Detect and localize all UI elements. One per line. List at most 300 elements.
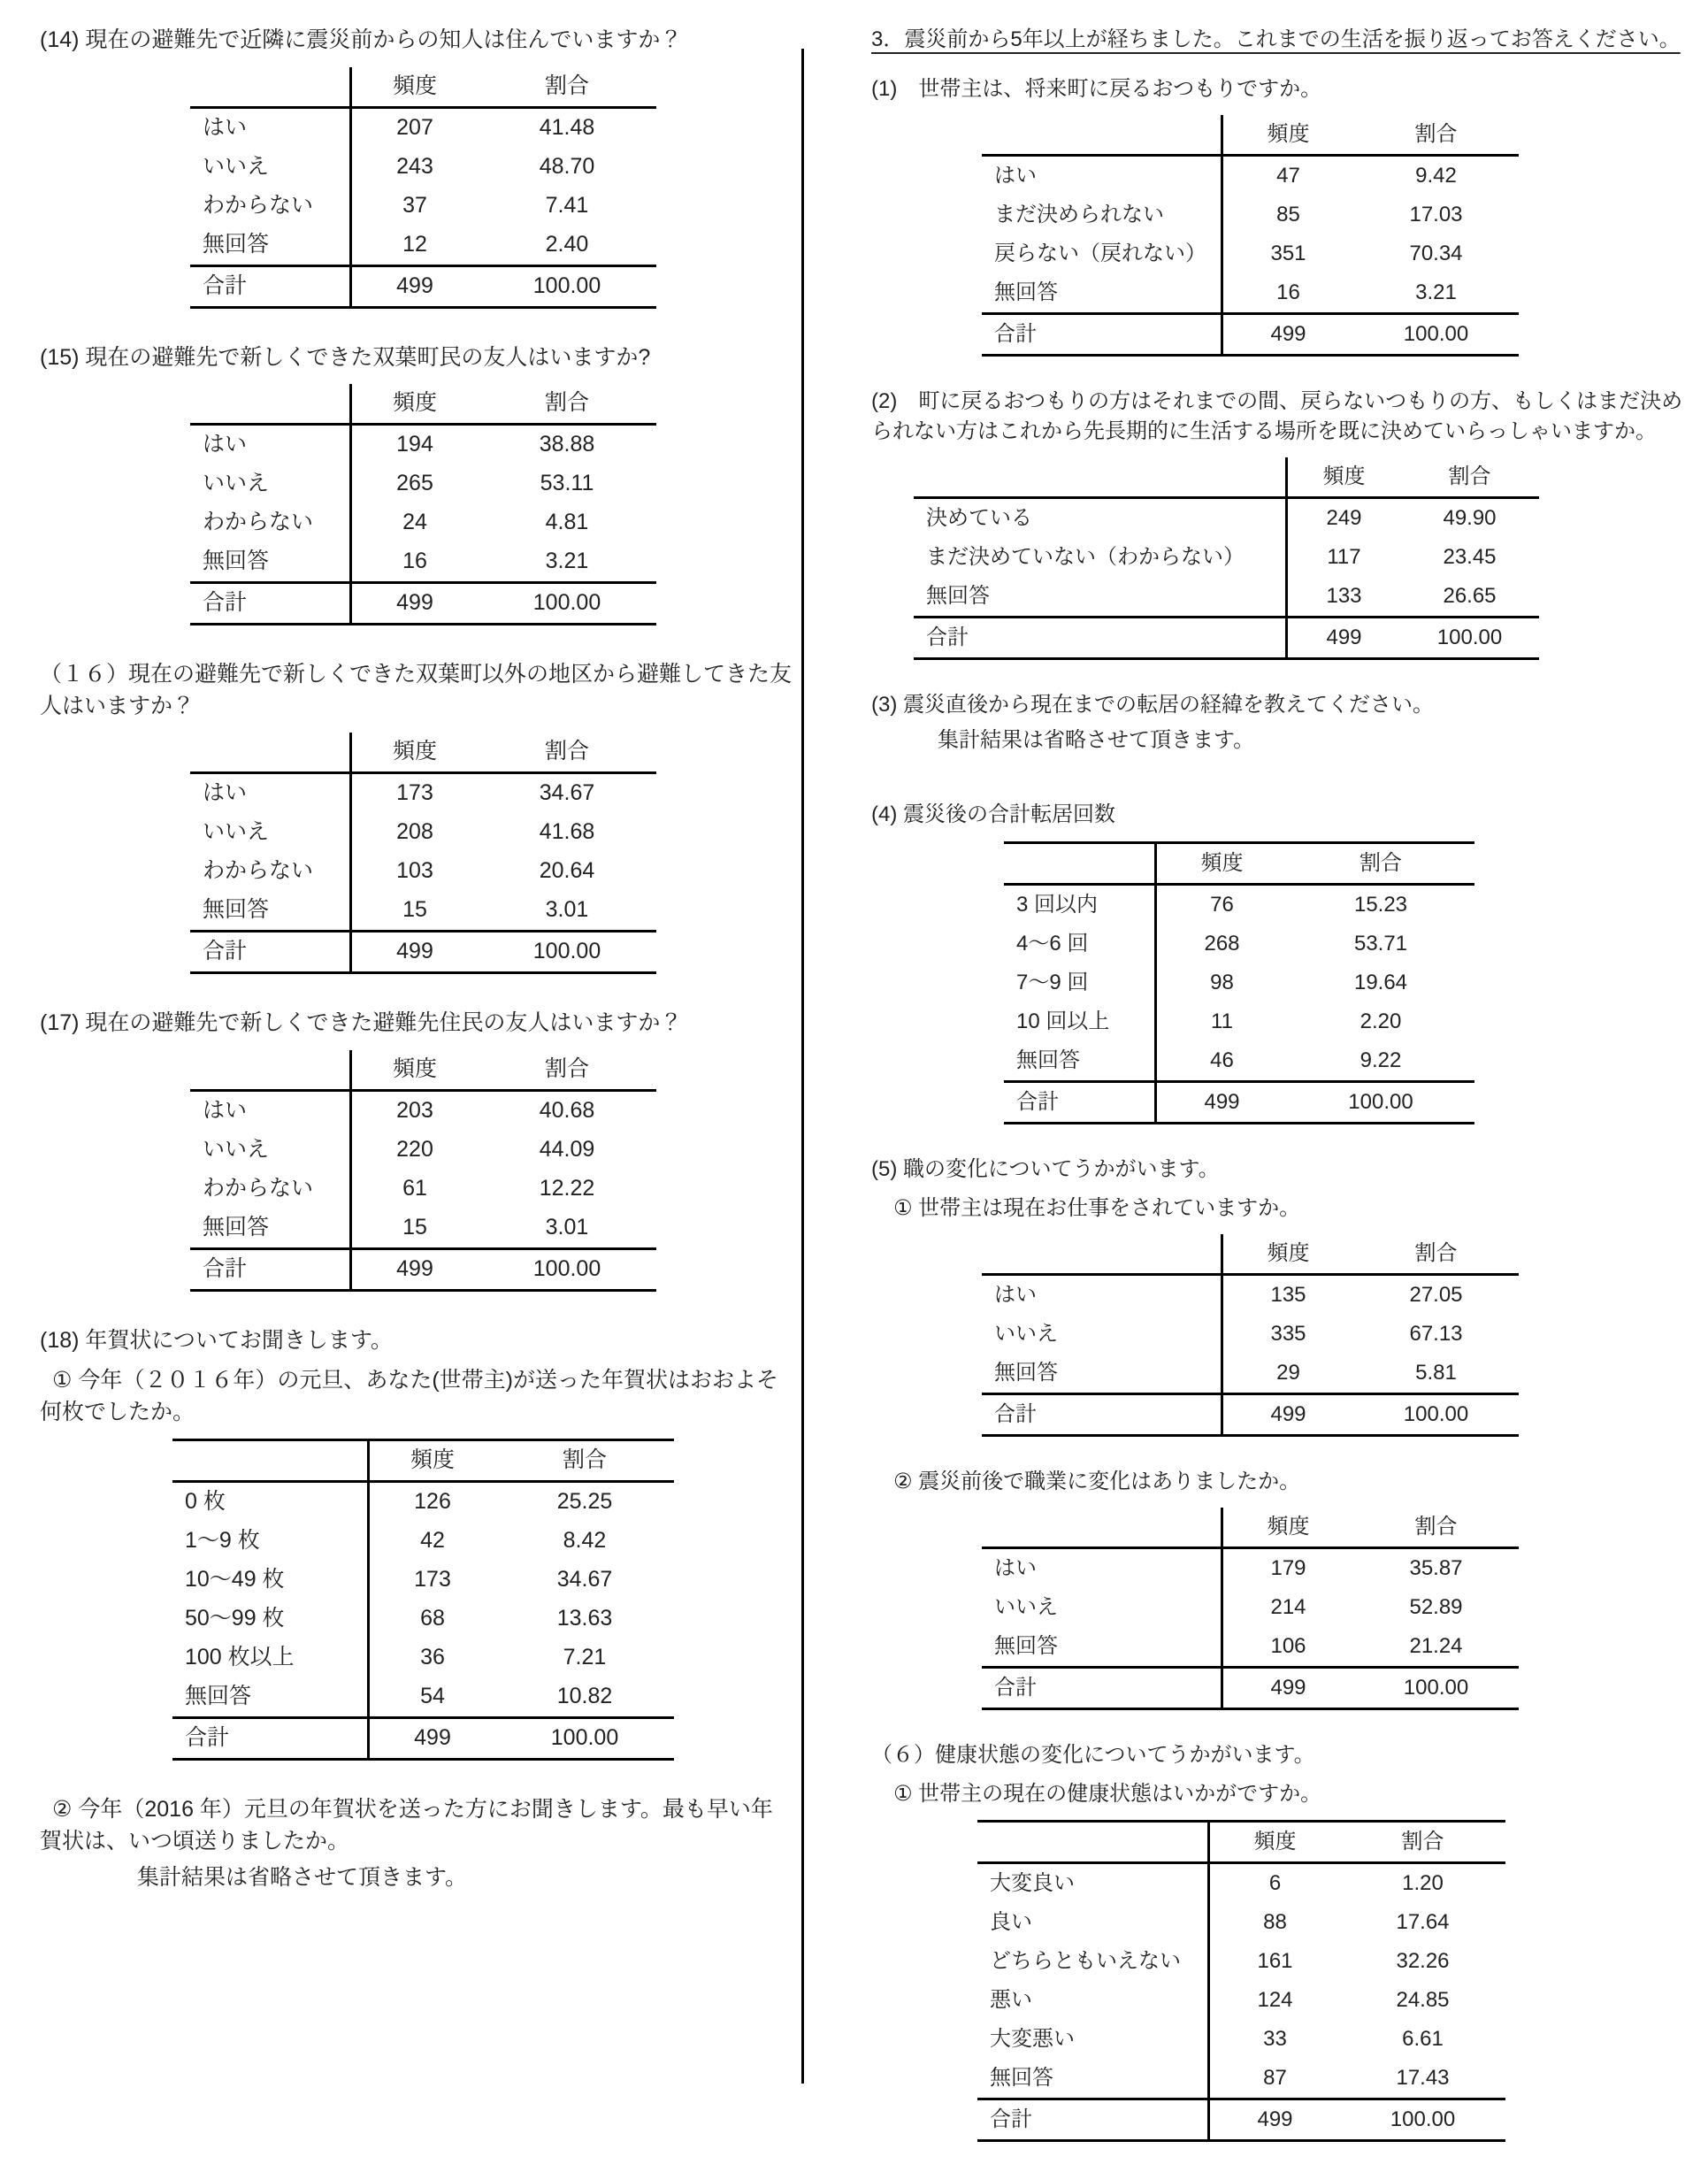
table-row <box>914 538 1539 577</box>
table-row <box>190 187 656 226</box>
ratio-value: 9.22 <box>1360 1048 1402 1072</box>
ratio-value: 9.42 <box>1415 164 1457 188</box>
row-label: 100 枚以上 <box>172 1639 369 1677</box>
corner-cell <box>982 1508 1222 1548</box>
frequency-table-wrap <box>982 1508 1687 1710</box>
row-label: いいえ <box>190 813 351 852</box>
table-row <box>982 273 1519 314</box>
col-header-ratio: 割合 <box>478 1050 656 1091</box>
col-header-frequency: 頻度 <box>351 733 479 773</box>
ratio-value: 13.63 <box>556 1606 613 1631</box>
column-divider-line <box>801 49 804 2084</box>
ratio-value: 3.01 <box>545 1214 589 1239</box>
frequency-value: 16 <box>402 549 427 574</box>
row-label: 0 枚 <box>172 1482 369 1523</box>
total-frequency: 499 <box>1287 618 1401 659</box>
frequency-table <box>977 1820 1505 2142</box>
total-ratio: 100.00 <box>1400 618 1539 659</box>
col-header-ratio: 割合 <box>478 67 656 108</box>
row-label: 無回答 <box>982 1354 1222 1394</box>
ratio-value: 49.90 <box>1443 506 1497 531</box>
ratio-value: 34.67 <box>556 1567 613 1593</box>
frequency-table <box>982 1508 1519 1710</box>
frequency-value: 249 <box>1326 506 1362 531</box>
row-label: 戻らない（戻れない） <box>982 234 1222 273</box>
corner-cell <box>172 1440 369 1482</box>
col-header-frequency: 頻度 <box>1287 457 1401 498</box>
header-row <box>977 1821 1505 1862</box>
ratio-value: 1.20 <box>1402 1870 1444 1895</box>
total-ratio: 100.00 <box>1353 314 1519 356</box>
frequency-value: 135 <box>1270 1282 1306 1307</box>
row-label: いいえ <box>982 1315 1222 1354</box>
row-label: 無回答 <box>977 2059 1209 2099</box>
frequency-table <box>1004 841 1474 1124</box>
total-row <box>190 932 656 973</box>
ratio-value: 48.70 <box>539 153 595 179</box>
row-label: はい <box>190 773 351 814</box>
question-subheading-1: ① 世帯主の現在の健康状態はいかがですか。 <box>893 1781 1322 1806</box>
table-row <box>982 1547 1519 1588</box>
frequency-value: 351 <box>1270 242 1306 266</box>
total-label: 合計 <box>172 1718 369 1760</box>
frequency-value: 335 <box>1270 1321 1306 1346</box>
table-row <box>914 577 1539 618</box>
col-header-frequency: 頻度 <box>351 1050 479 1091</box>
frequency-value: 194 <box>396 432 433 457</box>
omitted-results-note: 集計結果は省略させて頂きます。 <box>938 728 1255 753</box>
table-row <box>977 1942 1505 1981</box>
total-ratio: 100.00 <box>1353 1667 1519 1708</box>
frequency-value: 88 <box>1263 1909 1287 1934</box>
col-header-frequency: 頻度 <box>351 384 479 425</box>
row-label: まだ決められない <box>982 196 1222 234</box>
corner-cell <box>977 1821 1209 1862</box>
table-row <box>982 1354 1519 1394</box>
total-ratio: 100.00 <box>1287 1081 1474 1123</box>
total-row <box>982 1393 1519 1435</box>
total-label: 合計 <box>190 1248 351 1290</box>
row-label: 1～9 枚 <box>172 1522 369 1561</box>
header-row <box>982 1234 1519 1275</box>
table-row <box>190 226 656 266</box>
question-3-1 <box>871 74 1687 357</box>
section-3-title: 3．震災前から5年以上が経ちました。これまでの生活を振り返ってお答えください。 <box>871 27 1681 51</box>
ratio-value: 7.41 <box>545 192 589 218</box>
table-row <box>1004 1002 1474 1041</box>
table-row <box>982 1274 1519 1315</box>
col-header-ratio: 割合 <box>1353 1508 1519 1548</box>
row-label: 無回答 <box>190 226 351 266</box>
question-15 <box>40 342 792 626</box>
row-label: はい <box>190 1090 351 1131</box>
total-frequency: 499 <box>351 265 479 307</box>
right-column <box>871 25 1687 2172</box>
omitted-results-note: 集計結果は省略させて頂きます。 <box>137 1865 468 1890</box>
frequency-table-wrap <box>914 457 1687 660</box>
frequency-value: 173 <box>414 1567 451 1593</box>
question-heading: (17) 現在の避難先で新しくできた避難先住民の友人はいますか？ <box>40 1010 683 1035</box>
question-heading: (4) 震災後の合計転居回数 <box>871 802 1115 827</box>
ratio-value: 25.25 <box>556 1489 613 1515</box>
col-header-ratio: 割合 <box>1340 1821 1505 1862</box>
table-row <box>190 813 656 852</box>
total-label: 合計 <box>1004 1081 1156 1123</box>
ratio-value: 3.01 <box>545 897 589 923</box>
table-row <box>190 542 656 583</box>
row-label: どちらともいえない <box>977 1942 1209 1981</box>
question-heading: (14) 現在の避難先で近隣に震災前からの知人は住んでいますか？ <box>40 27 683 52</box>
total-row <box>190 583 656 625</box>
frequency-table <box>190 1050 656 1292</box>
frequency-value: 46 <box>1210 1048 1234 1072</box>
total-frequency: 499 <box>1222 1667 1354 1708</box>
frequency-value: 220 <box>396 1136 433 1162</box>
frequency-value: 61 <box>402 1175 427 1201</box>
table-row <box>977 1903 1505 1942</box>
question-3-5 <box>871 1155 1687 1710</box>
table-row <box>982 1627 1519 1668</box>
ratio-value: 35.87 <box>1409 1555 1463 1580</box>
table-row <box>172 1482 674 1523</box>
total-row <box>914 618 1539 659</box>
ratio-value: 40.68 <box>539 1097 595 1123</box>
row-label: 無回答 <box>982 273 1222 314</box>
col-header-ratio: 割合 <box>478 733 656 773</box>
ratio-value: 38.88 <box>539 432 595 457</box>
ratio-value: 20.64 <box>539 858 595 884</box>
row-label: はい <box>982 1274 1222 1315</box>
ratio-value: 3.21 <box>1415 280 1457 305</box>
ratio-value: 41.68 <box>539 819 595 845</box>
total-label: 合計 <box>914 618 1287 659</box>
ratio-value: 32.26 <box>1396 1948 1450 1973</box>
header-row <box>190 384 656 425</box>
ratio-value: 19.64 <box>1353 970 1408 994</box>
frequency-value: 37 <box>402 192 427 218</box>
ratio-value: 3.21 <box>545 549 589 574</box>
frequency-value: 98 <box>1210 970 1234 994</box>
row-label: はい <box>190 425 351 465</box>
total-label: 合計 <box>982 1393 1222 1435</box>
ratio-value: 8.42 <box>563 1528 607 1554</box>
frequency-value: 76 <box>1210 892 1234 917</box>
row-label: わからない <box>190 852 351 891</box>
question-subheading-2: ② 震災前後で職業に変化はありましたか。 <box>893 1469 1301 1493</box>
total-label: 合計 <box>977 2099 1209 2140</box>
row-label: わからない <box>190 503 351 542</box>
frequency-table <box>914 457 1539 660</box>
frequency-value: 103 <box>396 858 433 884</box>
row-label: いいえ <box>190 1131 351 1170</box>
frequency-table <box>172 1439 674 1761</box>
col-header-frequency: 頻度 <box>351 67 479 108</box>
left-column <box>40 25 792 1938</box>
table-row <box>190 1090 656 1131</box>
row-label: 無回答 <box>914 577 1287 618</box>
row-label: いいえ <box>190 148 351 187</box>
corner-cell <box>982 115 1222 156</box>
frequency-value: 6 <box>1268 1870 1282 1895</box>
row-label: 無回答 <box>190 891 351 932</box>
total-frequency: 499 <box>1209 2099 1341 2140</box>
total-label: 合計 <box>190 932 351 973</box>
table-row <box>190 148 656 187</box>
frequency-value: 179 <box>1270 1555 1306 1580</box>
col-header-frequency: 頻度 <box>1209 1821 1341 1862</box>
ratio-value: 23.45 <box>1443 545 1497 570</box>
row-label: まだ決めていない（わからない） <box>914 538 1287 577</box>
frequency-table-wrap <box>977 1820 1687 2142</box>
table-row <box>190 852 656 891</box>
ratio-value: 10.82 <box>556 1684 613 1709</box>
row-label: はい <box>982 1547 1222 1588</box>
total-frequency: 499 <box>1222 314 1354 356</box>
col-header-frequency: 頻度 <box>369 1440 496 1482</box>
total-row <box>172 1718 674 1760</box>
total-label: 合計 <box>982 314 1222 356</box>
frequency-table-wrap <box>172 1439 792 1761</box>
row-label: 3 回以内 <box>1004 884 1156 925</box>
frequency-table <box>190 67 656 309</box>
table-row <box>982 196 1519 234</box>
row-label: いいえ <box>982 1588 1222 1627</box>
question-3-6 <box>871 1740 1687 2142</box>
row-label: いいえ <box>190 464 351 503</box>
frequency-value: 36 <box>420 1645 445 1670</box>
question-heading: (2) 町に戻るおつもりの方はそれまでの間、戻らないつもりの方、もしくはまだ決められない方はこれから先長期的に生活する場所を既に決めていらっしゃいますか。 <box>871 389 1683 444</box>
ratio-value: 44.09 <box>539 1136 595 1162</box>
frequency-value: 124 <box>1257 1987 1293 2012</box>
total-ratio: 100.00 <box>478 583 656 625</box>
question-3-4 <box>871 800 1687 1124</box>
col-header-frequency: 頻度 <box>1156 842 1288 884</box>
ratio-value: 67.13 <box>1409 1321 1463 1346</box>
table-row <box>190 773 656 814</box>
question-16 <box>40 659 792 974</box>
ratio-value: 26.65 <box>1443 584 1497 609</box>
row-label: 悪い <box>977 1981 1209 2020</box>
header-row <box>914 457 1539 498</box>
table-row <box>190 1131 656 1170</box>
row-label: 無回答 <box>190 1209 351 1249</box>
ratio-value: 12.22 <box>539 1175 595 1201</box>
frequency-value: 54 <box>420 1684 445 1709</box>
corner-cell <box>914 457 1287 498</box>
ratio-value: 24.85 <box>1396 1987 1450 2012</box>
question-17 <box>40 1008 792 1292</box>
question-heading: (3) 震災直後から現在までの転居の経緯を教えてください。 <box>871 693 1434 718</box>
ratio-value: 34.67 <box>539 780 595 806</box>
question-3-3 <box>871 690 1687 756</box>
frequency-table-wrap <box>982 115 1687 357</box>
total-row <box>977 2099 1505 2140</box>
row-label: 7～9 回 <box>1004 963 1156 1002</box>
frequency-value: 133 <box>1326 584 1362 609</box>
row-label: 良い <box>977 1903 1209 1942</box>
table-row <box>1004 925 1474 963</box>
col-header-frequency: 頻度 <box>1222 1234 1354 1275</box>
table-row <box>1004 1041 1474 1082</box>
table-row <box>190 425 656 465</box>
header-row <box>982 115 1519 156</box>
frequency-value: 243 <box>396 153 433 179</box>
ratio-value: 52.89 <box>1409 1594 1463 1619</box>
frequency-table <box>190 733 656 974</box>
table-row <box>190 1209 656 1249</box>
total-ratio: 100.00 <box>1340 2099 1505 2140</box>
header-row <box>190 67 656 108</box>
table-row <box>172 1600 674 1639</box>
table-row <box>190 464 656 503</box>
question-heading: （６）健康状態の変化についてうかがいます。 <box>871 1742 1315 1767</box>
corner-cell <box>982 1234 1222 1275</box>
frequency-value: 126 <box>414 1489 451 1515</box>
total-ratio: 100.00 <box>478 932 656 973</box>
frequency-table-wrap <box>190 1050 792 1292</box>
frequency-value: 203 <box>396 1097 433 1123</box>
total-ratio: 100.00 <box>1353 1393 1519 1435</box>
ratio-value: 53.71 <box>1353 931 1408 956</box>
ratio-value: 15.23 <box>1353 892 1408 917</box>
table-row <box>172 1639 674 1677</box>
ratio-value: 53.11 <box>540 471 594 496</box>
frequency-table-wrap <box>190 733 792 974</box>
question-heading: (18) 年賀状についてお聞きします。 <box>40 1327 393 1353</box>
table-row <box>982 1315 1519 1354</box>
total-row <box>190 1248 656 1290</box>
table-row <box>914 498 1539 539</box>
total-frequency: 499 <box>1222 1393 1354 1435</box>
table-row <box>190 503 656 542</box>
table-row <box>172 1677 674 1718</box>
row-label: 10～49 枚 <box>172 1561 369 1600</box>
row-label: はい <box>190 107 351 148</box>
question-heading: (5) 職の変化についてうかがいます。 <box>871 1156 1220 1181</box>
row-label: 無回答 <box>1004 1041 1156 1082</box>
total-row <box>190 265 656 307</box>
question-subheading-2: ② 今年（2016 年）元旦の年賀状を送った方にお聞きします。最も早い年賀状は、いつ頃送りましたか。 <box>40 1797 773 1853</box>
question-heading: (15) 現在の避難先で新しくできた双葉町民の友人はいますか? <box>40 344 651 370</box>
row-label: 10 回以上 <box>1004 1002 1156 1041</box>
ratio-value: 41.48 <box>539 114 595 140</box>
total-row <box>982 314 1519 356</box>
total-ratio: 100.00 <box>478 265 656 307</box>
table-row <box>190 107 656 148</box>
corner-cell <box>190 1050 351 1091</box>
frequency-value: 214 <box>1270 1594 1306 1619</box>
table-row <box>172 1522 674 1561</box>
frequency-value: 47 <box>1276 164 1300 188</box>
total-frequency: 499 <box>351 583 479 625</box>
frequency-value: 207 <box>396 114 433 140</box>
row-label: 無回答 <box>982 1627 1222 1668</box>
col-header-ratio: 割合 <box>495 1440 674 1482</box>
ratio-value: 21.24 <box>1409 1633 1463 1658</box>
frequency-table-wrap <box>190 67 792 309</box>
frequency-value: 106 <box>1270 1633 1306 1658</box>
ratio-value: 17.43 <box>1396 2065 1450 2090</box>
ratio-value: 5.81 <box>1415 1360 1457 1385</box>
ratio-value: 7.21 <box>563 1645 607 1670</box>
total-frequency: 499 <box>369 1718 496 1760</box>
frequency-value: 173 <box>396 780 433 806</box>
frequency-value: 208 <box>396 819 433 845</box>
frequency-value: 33 <box>1263 2026 1287 2051</box>
table-row <box>982 1588 1519 1627</box>
ratio-value: 4.81 <box>545 510 589 535</box>
table-row <box>982 234 1519 273</box>
corner-cell <box>190 67 351 108</box>
frequency-value: 265 <box>396 471 433 496</box>
table-row <box>977 1981 1505 2020</box>
frequency-table <box>190 384 656 626</box>
question-14 <box>40 25 792 309</box>
question-heading: （１６）現在の避難先で新しくできた双葉町以外の地区から避難してきた友人はいますか？ <box>40 662 793 718</box>
table-row <box>1004 963 1474 1002</box>
frequency-value: 29 <box>1276 1360 1300 1385</box>
total-frequency: 499 <box>351 1248 479 1290</box>
total-row <box>1004 1081 1474 1123</box>
corner-cell <box>190 384 351 425</box>
row-label: 決めている <box>914 498 1287 539</box>
ratio-value: 2.20 <box>1360 1009 1402 1033</box>
col-header-frequency: 頻度 <box>1222 1508 1354 1548</box>
table-row <box>982 156 1519 196</box>
header-row <box>190 1050 656 1091</box>
col-header-ratio: 割合 <box>1353 1234 1519 1275</box>
frequency-table-wrap <box>1004 841 1687 1124</box>
table-row <box>977 1862 1505 1903</box>
row-label: 50～99 枚 <box>172 1600 369 1639</box>
col-header-ratio: 割合 <box>478 384 656 425</box>
frequency-value: 15 <box>402 897 427 923</box>
table-row <box>172 1561 674 1600</box>
table-row <box>190 1170 656 1209</box>
question-heading: (1) 世帯主は、将来町に戻るおつもりですか。 <box>871 77 1322 102</box>
row-label: わからない <box>190 1170 351 1209</box>
frequency-value: 85 <box>1276 203 1300 227</box>
frequency-value: 42 <box>420 1528 445 1554</box>
total-frequency: 499 <box>1156 1081 1288 1123</box>
question-subheading-1: ① 今年（２０１６年）の元旦、あなた(世帯主)が送った年賀状はおおよそ何枚でしたか。 <box>40 1368 779 1424</box>
table-row <box>1004 884 1474 925</box>
total-frequency: 499 <box>351 932 479 973</box>
ratio-value: 6.61 <box>1402 2026 1444 2051</box>
question-subheading-1: ① 世帯主は現在お仕事をされていますか。 <box>893 1195 1301 1220</box>
total-label: 合計 <box>190 583 351 625</box>
ratio-value: 17.64 <box>1396 1909 1450 1934</box>
header-row <box>982 1508 1519 1548</box>
col-header-ratio: 割合 <box>1287 842 1474 884</box>
table-row <box>977 2020 1505 2059</box>
question-18 <box>40 1325 792 1894</box>
row-label: 無回答 <box>172 1677 369 1718</box>
question-3-2 <box>871 387 1687 660</box>
row-label: わからない <box>190 187 351 226</box>
frequency-value: 15 <box>402 1214 427 1239</box>
col-header-frequency: 頻度 <box>1222 115 1354 156</box>
frequency-value: 117 <box>1327 545 1361 570</box>
ratio-value: 70.34 <box>1409 242 1463 266</box>
total-row <box>982 1667 1519 1708</box>
frequency-value: 68 <box>420 1606 445 1631</box>
ratio-value: 17.03 <box>1409 203 1463 227</box>
frequency-value: 12 <box>402 231 427 257</box>
total-ratio: 100.00 <box>495 1718 674 1760</box>
frequency-table <box>982 115 1519 357</box>
ratio-value: 2.40 <box>545 231 589 257</box>
